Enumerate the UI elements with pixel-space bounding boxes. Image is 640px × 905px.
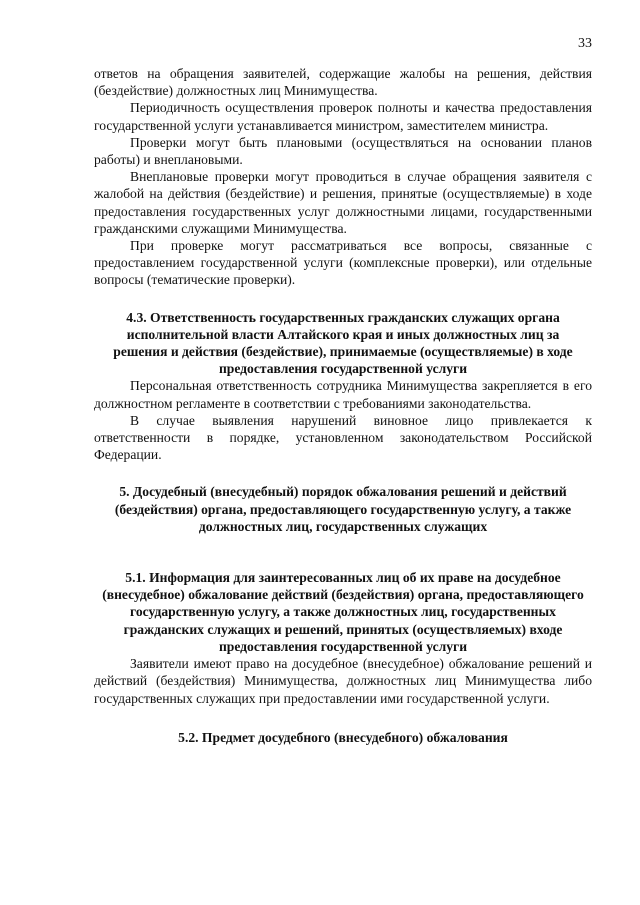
- section-5-2-heading: 5.2. Предмет досудебного (внесудебного) обжалования: [178, 729, 508, 745]
- page-number: 33: [578, 36, 592, 51]
- paragraph: ответов на обращения заявителей, содержащие жалобы на решения, действия (бездействие) должностных лиц Минимущества.: [94, 66, 592, 99]
- paragraph: Персональная ответственность сотрудника Минимущества закрепляется в его должностном регламенте в соответствии с требованиями законодательства.: [94, 378, 592, 411]
- paragraph: В случае выявления нарушений виновное лицо привлекается к ответственности в порядке, установленном законодательством Российской Федерации.: [94, 412, 592, 463]
- section-4-3-heading: 4.3. Ответственность государственных гражданских служащих органа исполнительной власти Алтайского края и иных должностных лиц за решения и действия (бездействие), принимаемые (осуществляемые) в ходе предоставления государственной услуги: [113, 309, 573, 377]
- paragraph: При проверке могут рассматриваться все вопросы, связанные с предоставлением государственной услуги (комплексные проверки), или отдельные вопросы (тематические проверки).: [94, 238, 592, 288]
- paragraph: Проверки могут быть плановыми (осуществляться на основании планов работы) и внеплановыми.: [94, 134, 592, 168]
- document-body: [94, 65, 592, 746]
- paragraph: Периодичность осуществления проверок полноты и качества предоставления государственной услуги устанавливается министром, заместителем министра.: [94, 100, 592, 133]
- paragraph: Заявители имеют право на досудебное (внесудебное) обжалование решений и действий (бездействия) Минимущества, должностных лиц Минимущества либо государственных служащих при предоставлении ими государственной услуги.: [94, 656, 592, 706]
- section-5-1-heading: 5.1. Информация для заинтересованных лиц об их праве на досудебное (внесудебное) обжалование действий (бездействия) органа, предоставляющего государственную услугу, а также должностных лиц, государственных гражданских служащих и решений, принятых (осуществляемых) входе предоставления государственной услуги: [102, 570, 584, 654]
- section-5-heading: 5. Досудебный (внесудебный) порядок обжалования решений и действий (бездействия) органа, предоставляющего государственную услугу, а также должностных лиц, государственных служащих: [114, 484, 572, 534]
- paragraph: Внеплановые проверки могут проводиться в случае обращения заявителя с жалобой на действия (бездействие) и решения, принятые (осуществляемые) в ходе предоставления государственных услуг должностными лицами, государственными гражданскими служащими Минимущества.: [94, 169, 592, 236]
